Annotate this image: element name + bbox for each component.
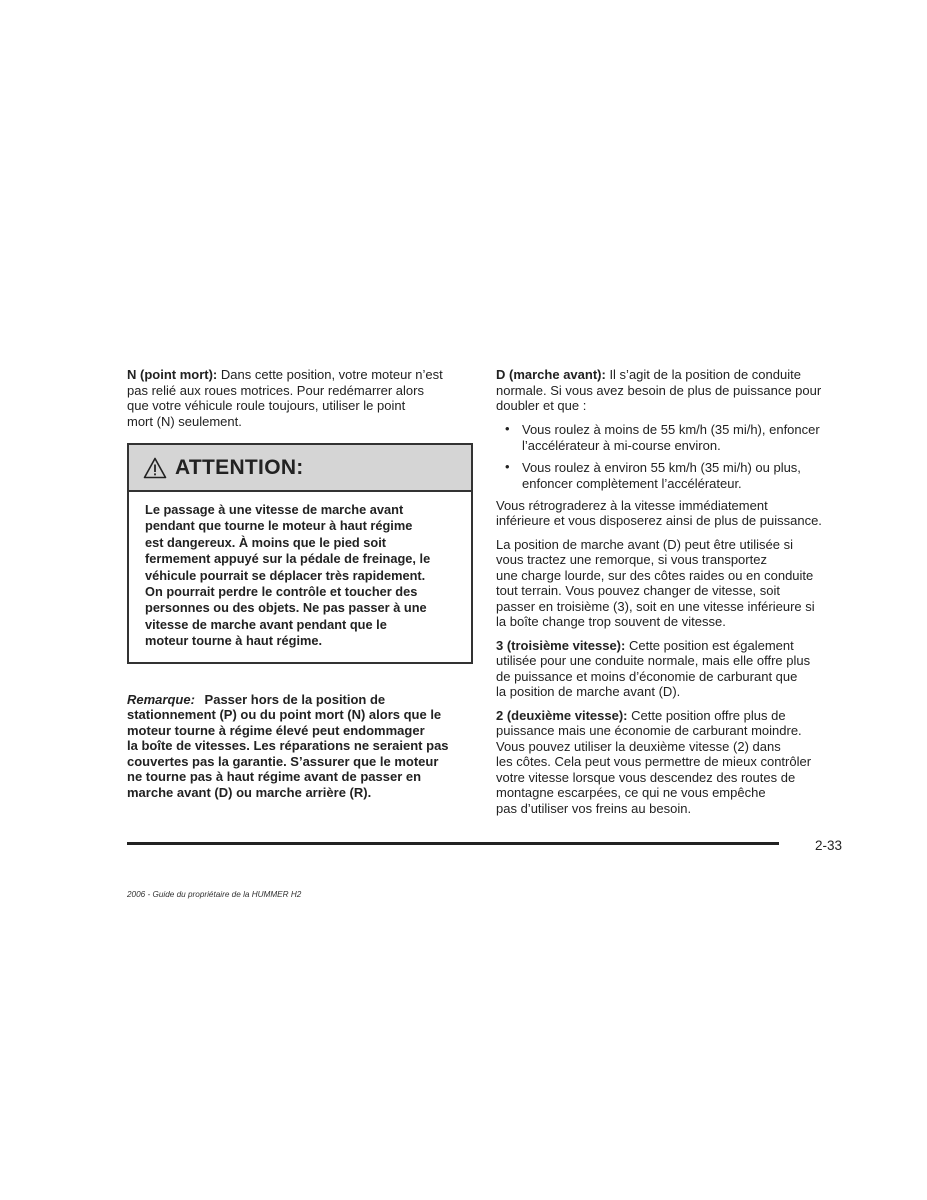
towing-paragraph: La position de marche avant (D) peut être utilisée si vous tractez une remorque, si vous transportez une charge lourde, sur des côtes raides ou en conduite tout terrain. Vous pouvez changer de vitesse, soit passer en troisième (3), soit en une vitesse inférieure si la boîte change trop souvent de vitesse. [496,536,815,629]
second-gear-paragraph: 2 (deuxième vitesse): Cette position offre plus de puissance mais une économie de carburant moindre. Vous pouvez utiliser la deuxième vitesse (2) dans les côtes. Cela peut vous permettre de mieux contrôler votre vitesse lorsque vous descendez des routes de montagne escarpées, ce qui ne vous empêche pas d’utiliser vos freins au besoin. [496,707,812,816]
third-gear-paragraph: 3 (troisième vitesse): Cette position est également utilisée pour une conduite normale, mais elle offre plus de puissance et moins d’économie de carburant que la position de marche avant (D). [496,637,811,699]
page-number: 2-33 [815,838,843,853]
list-item: • Vous roulez à moins de 55 km/h (35 mi/h), enfoncer l’accélérateur à mi-course environ. [505,420,820,453]
attention-title: ATTENTION: [175,455,304,479]
neutral-paragraph: N (point mort): Dans cette position, votre moteur n’est pas relié aux roues motrices. Pour redémarrer alors que votre véhicule roule toujours, utiliser le point mort (N) seulement. [127,367,443,429]
left-column [127,367,477,800]
drive-bullet-list [496,422,846,492]
drive-paragraph: D (marche avant): Il s’agit de la position de conduite normale. Si vous avez besoin de plus de puissance pour doubler et que : [496,367,822,413]
second-gear-lead: 2 (deuxième vitesse): [496,707,628,723]
bullet-icon: • [505,458,510,474]
neutral-lead: N (point mort): [127,367,218,382]
third-gear-lead: 3 (troisième vitesse): [496,637,626,653]
downshift-paragraph: Vous rétrograderez à la vitesse immédiatement inférieure et vous disposerez ainsi de plus de puissance. [496,497,822,528]
attention-box [127,443,473,664]
attention-body: Le passage à une vitesse de marche avant pendant que tourne le moteur à haut régime est dangereux. À moins que le pied soit fermement appuyé sur la pédale de freinage, le véhicule pourrait se déplacer très rapidement. On pourrait perdre le contrôle et toucher des personnes ou des objets. Ne pas passer à une vitesse de marche avant pendant que le moteur tourne à haut régime. [145,502,431,649]
drive-lead: D (marche avant): [496,367,606,382]
attention-header [129,445,471,492]
footer-text: 2006 - Guide du propriétaire de la HUMMER H2 [127,890,302,899]
remark-label: Remarque: [127,691,195,707]
footer-rule [127,842,779,845]
list-item: • Vous roulez à environ 55 km/h (35 mi/h) ou plus, enfoncer complètement l’accélérateur. [505,458,801,491]
warning-triangle-icon [143,457,167,479]
remark-paragraph: Remarque: Passer hors de la position de stationnement (P) ou du point mort (N) alors que le moteur tourne à régime élevé peut endommager la boîte de vitesses. Les réparations ne seraient pas couvertes pas la garantie. S’assurer que le moteur ne tourne pas à haut régime avant de passer en marche avant (D) ou marche arrière (R). [127,691,449,800]
bullet-icon: • [505,420,510,436]
right-column [496,367,846,824]
